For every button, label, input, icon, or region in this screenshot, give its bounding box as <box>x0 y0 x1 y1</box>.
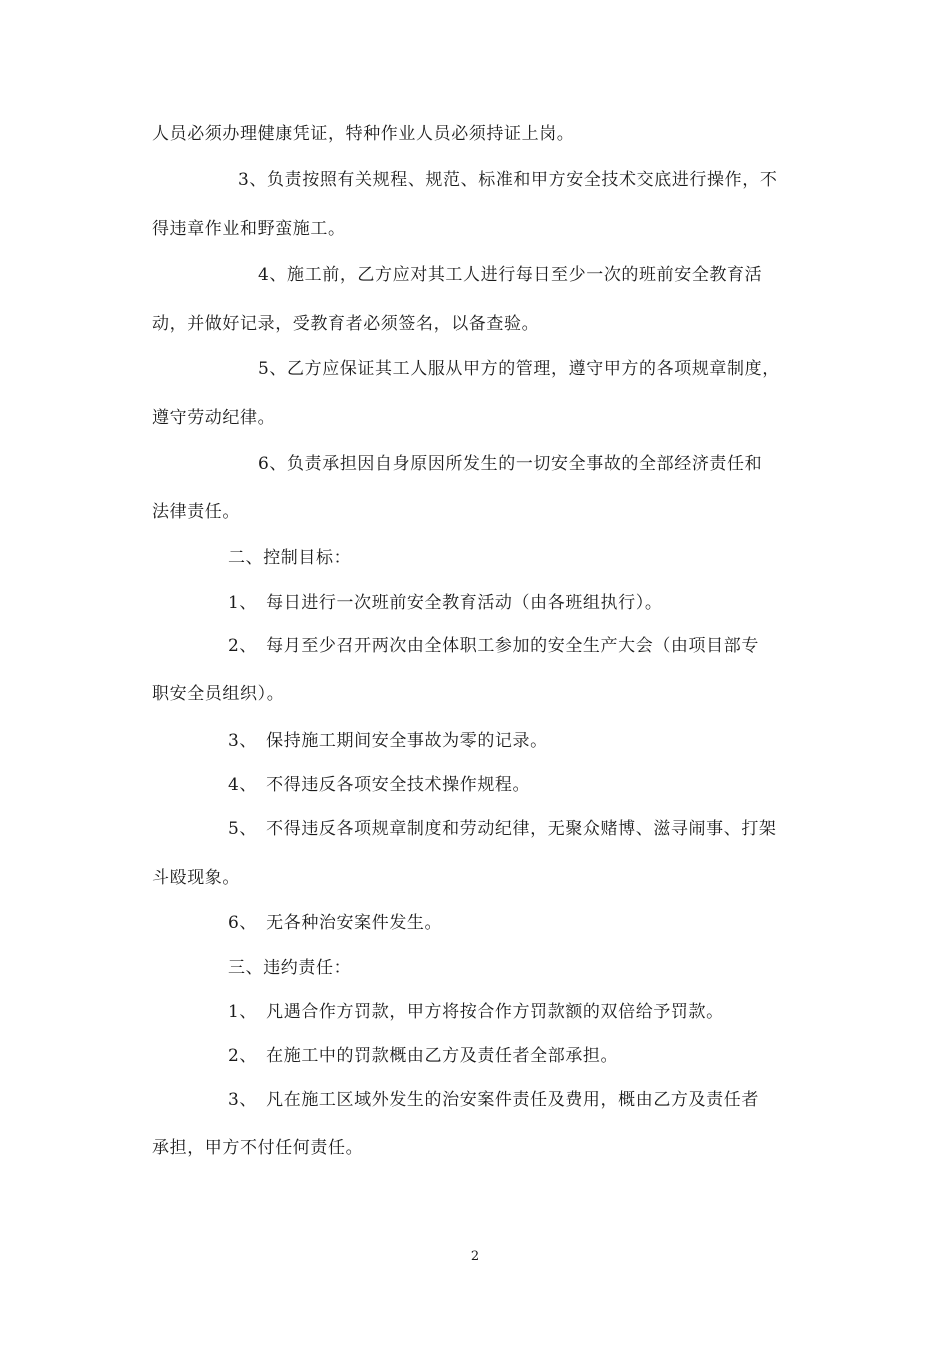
text-line: 3、负责按照有关规程、规范、标准和甲方安全技术交底进行操作，不 <box>238 170 778 190</box>
text-line: 法律责任。 <box>152 502 240 522</box>
text-line: 遵守劳动纪律。 <box>152 408 276 428</box>
list-item: 5、 不得违反各项规章制度和劳动纪律，无聚众赌博、滋寻闹事、打架 <box>228 819 777 839</box>
list-item: 1、 每日进行一次班前安全教育活动（由各班组执行）。 <box>228 593 663 613</box>
text-line: 5、乙方应保证其工人服从甲方的管理，遵守甲方的各项规章制度， <box>258 359 780 379</box>
text-line: 斗殴现象。 <box>152 868 240 888</box>
list-item: 2、 每月至少召开两次由全体职工参加的安全生产大会（由项目部专 <box>228 636 759 656</box>
list-item: 3、 保持施工期间安全事故为零的记录。 <box>228 731 548 751</box>
text-line: 承担，甲方不付任何责任。 <box>152 1138 364 1158</box>
list-item: 2、 在施工中的罚款概由乙方及责任者全部承担。 <box>228 1046 619 1066</box>
list-item: 1、 凡遇合作方罚款，甲方将按合作方罚款额的双倍给予罚款。 <box>228 1002 724 1022</box>
page-number: 2 <box>470 1249 480 1264</box>
section-heading: 二、控制目标： <box>228 548 352 568</box>
text-line: 4、施工前，乙方应对其工人进行每日至少一次的班前安全教育活 <box>258 265 763 285</box>
list-item: 6、 无各种治安案件发生。 <box>228 913 443 933</box>
text-line: 人员必须办理健康凭证，特种作业人员必须持证上岗。 <box>152 124 575 144</box>
text-line: 职安全员组织）。 <box>152 684 285 704</box>
text-line: 动，并做好记录，受教育者必须签名，以备查验。 <box>152 314 540 334</box>
list-item: 4、 不得违反各项安全技术操作规程。 <box>228 775 531 795</box>
section-heading: 三、违约责任： <box>228 958 352 978</box>
text-line: 得违章作业和野蛮施工。 <box>152 219 346 239</box>
text-line: 6、负责承担因自身原因所发生的一切安全事故的全部经济责任和 <box>258 454 763 474</box>
list-item: 3、 凡在施工区域外发生的治安案件责任及费用，概由乙方及责任者 <box>228 1090 759 1110</box>
